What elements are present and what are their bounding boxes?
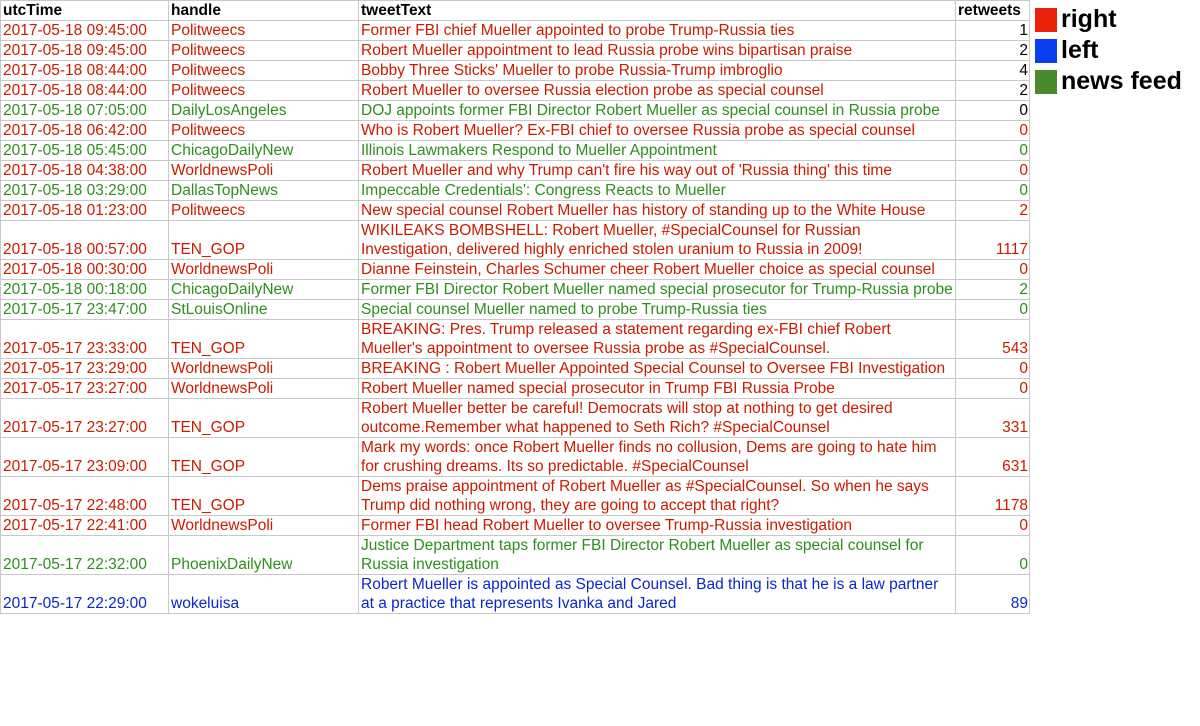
cell-retweets[interactable]: 2 [956,81,1030,101]
table-row [1,477,1030,516]
cell-tweettext[interactable]: Mark my words: once Robert Mueller finds no collusion, Dems are going to hate him for crushing dreams. Its so predictable. #SpecialCounsel [359,438,956,477]
cell-handle[interactable]: TEN_GOP [169,399,359,438]
table-row [1,21,1030,41]
table-row [1,141,1030,161]
table-row [1,260,1030,280]
cell-utctime[interactable]: 2017-05-17 23:09:00 [1,438,169,477]
table-row [1,379,1030,399]
cell-utctime[interactable]: 2017-05-17 23:27:00 [1,379,169,399]
cell-utctime[interactable]: 2017-05-18 04:38:00 [1,161,169,181]
cell-handle[interactable]: TEN_GOP [169,221,359,260]
cell-retweets[interactable]: 0 [956,536,1030,575]
table-row [1,81,1030,101]
cell-utctime[interactable]: 2017-05-17 23:29:00 [1,359,169,379]
legend-item-news-feed [1035,66,1182,97]
cell-retweets[interactable]: 89 [956,575,1030,614]
table-row [1,516,1030,536]
cell-utctime[interactable]: 2017-05-17 23:33:00 [1,320,169,359]
cell-utctime[interactable]: 2017-05-17 23:47:00 [1,300,169,320]
cell-retweets[interactable]: 0 [956,516,1030,536]
cell-utctime[interactable]: 2017-05-18 07:05:00 [1,101,169,121]
table-row [1,161,1030,181]
cell-tweettext[interactable]: Robert Mueller is appointed as Special Counsel. Bad thing is that he is a law partner at a practice that represents Ivanka and Jared [359,575,956,614]
cell-handle[interactable]: Politweecs [169,201,359,221]
legend-swatch-left [1035,39,1057,63]
legend-swatch-right [1035,8,1057,32]
cell-retweets[interactable]: 631 [956,438,1030,477]
cell-utctime[interactable]: 2017-05-17 22:48:00 [1,477,169,516]
table-row [1,221,1030,260]
cell-handle[interactable]: Politweecs [169,121,359,141]
cell-tweettext[interactable]: Who is Robert Mueller? Ex-FBI chief to oversee Russia probe as special counsel [359,121,956,141]
cell-tweettext[interactable]: WIKILEAKS BOMBSHELL: Robert Mueller, #SpecialCounsel for Russian Investigation, delivered highly enriched stolen uranium to Russia in 2009! [359,221,956,260]
table-row [1,280,1030,300]
cell-utctime[interactable]: 2017-05-18 03:29:00 [1,181,169,201]
cell-tweettext[interactable]: Robert Mueller named special prosecutor in Trump FBI Russia Probe [359,379,956,399]
cell-handle[interactable]: WorldnewsPoli [169,516,359,536]
cell-utctime[interactable]: 2017-05-17 22:41:00 [1,516,169,536]
legend-swatch-news-feed [1035,70,1057,94]
table-row [1,399,1030,438]
cell-utctime[interactable]: 2017-05-18 09:45:00 [1,41,169,61]
cell-handle[interactable]: Politweecs [169,61,359,81]
cell-utctime[interactable]: 2017-05-18 06:42:00 [1,121,169,141]
cell-handle[interactable]: DallasTopNews [169,181,359,201]
cell-handle[interactable]: PhoenixDailyNew [169,536,359,575]
cell-retweets[interactable]: 0 [956,359,1030,379]
cell-retweets[interactable]: 1178 [956,477,1030,516]
cell-retweets[interactable]: 0 [956,260,1030,280]
header-utctime[interactable]: utcTime [1,1,169,21]
legend-label-left: left [1061,36,1099,64]
cell-handle[interactable]: wokeluisa [169,575,359,614]
cell-retweets[interactable]: 0 [956,121,1030,141]
cell-utctime[interactable]: 2017-05-18 00:18:00 [1,280,169,300]
legend-label-right: right [1061,5,1117,33]
header-handle[interactable]: handle [169,1,359,21]
cell-utctime[interactable]: 2017-05-18 00:30:00 [1,260,169,280]
table-row [1,101,1030,121]
cell-retweets[interactable]: 543 [956,320,1030,359]
cell-handle[interactable]: ChicagoDailyNew [169,141,359,161]
cell-tweettext[interactable]: Robert Mueller better be careful! Democrats will stop at nothing to get desired outcome.Remember what happened to Seth Rich? #SpecialCounsel [359,399,956,438]
cell-handle[interactable]: WorldnewsPoli [169,161,359,181]
legend-item-right [1035,4,1182,35]
legend [1035,4,1182,97]
cell-handle[interactable]: Politweecs [169,81,359,101]
cell-tweettext[interactable]: New special counsel Robert Mueller has history of standing up to the White House [359,201,956,221]
cell-retweets[interactable]: 0 [956,161,1030,181]
cell-retweets[interactable]: 1117 [956,221,1030,260]
cell-retweets[interactable]: 1 [956,21,1030,41]
cell-utctime[interactable]: 2017-05-18 05:45:00 [1,141,169,161]
table-row [1,438,1030,477]
table-body [1,21,1030,614]
cell-tweettext[interactable]: DOJ appoints former FBI Director Robert Mueller as special counsel in Russia probe [359,101,956,121]
cell-utctime[interactable]: 2017-05-18 09:45:00 [1,21,169,41]
header-tweettext[interactable]: tweetText [359,1,956,21]
legend-label-news-feed: news feed [1061,67,1182,95]
cell-handle[interactable]: StLouisOnline [169,300,359,320]
cell-retweets[interactable]: 0 [956,300,1030,320]
cell-handle[interactable]: WorldnewsPoli [169,260,359,280]
header-row [1,1,1030,21]
cell-utctime[interactable]: 2017-05-18 08:44:00 [1,61,169,81]
cell-utctime[interactable]: 2017-05-18 00:57:00 [1,221,169,260]
cell-tweettext[interactable]: Robert Mueller to oversee Russia election probe as special counsel [359,81,956,101]
legend-item-left [1035,35,1182,66]
cell-retweets[interactable]: 2 [956,280,1030,300]
cell-utctime[interactable]: 2017-05-17 22:29:00 [1,575,169,614]
cell-tweettext[interactable]: Robert Mueller appointment to lead Russia probe wins bipartisan praise [359,41,956,61]
cell-handle[interactable]: Politweecs [169,41,359,61]
cell-tweettext[interactable]: Dems praise appointment of Robert Mueller as #SpecialCounsel. So when he says Trump did nothing wrong, they are going to accept that right? [359,477,956,516]
cell-tweettext[interactable]: Former FBI Director Robert Mueller named special prosecutor for Trump-Russia probe [359,280,956,300]
table-row [1,320,1030,359]
table-row [1,61,1030,81]
table-row [1,121,1030,141]
cell-tweettext[interactable]: BREAKING : Robert Mueller Appointed Special Counsel to Oversee FBI Investigation [359,359,956,379]
cell-handle[interactable]: WorldnewsPoli [169,379,359,399]
table-row [1,41,1030,61]
table-row [1,181,1030,201]
cell-utctime[interactable]: 2017-05-17 22:32:00 [1,536,169,575]
table-row [1,300,1030,320]
cell-handle[interactable]: TEN_GOP [169,438,359,477]
cell-retweets[interactable]: 0 [956,379,1030,399]
cell-retweets[interactable]: 2 [956,41,1030,61]
cell-utctime[interactable]: 2017-05-17 23:27:00 [1,399,169,438]
cell-retweets[interactable]: 0 [956,141,1030,161]
cell-utctime[interactable]: 2017-05-18 08:44:00 [1,81,169,101]
cell-tweettext[interactable]: Justice Department taps former FBI Director Robert Mueller as special counsel for Russia investigation [359,536,956,575]
header-retweets[interactable]: retweets [956,1,1030,21]
cell-tweettext[interactable]: Dianne Feinstein, Charles Schumer cheer Robert Mueller choice as special counsel [359,260,956,280]
cell-retweets[interactable]: 4 [956,61,1030,81]
cell-handle[interactable]: Politweecs [169,21,359,41]
table-row [1,359,1030,379]
table-row [1,536,1030,575]
cell-tweettext[interactable]: Former FBI head Robert Mueller to oversee Trump-Russia investigation [359,516,956,536]
cell-tweettext[interactable]: Former FBI chief Mueller appointed to probe Trump-Russia ties [359,21,956,41]
cell-retweets[interactable]: 0 [956,101,1030,121]
cell-handle[interactable]: TEN_GOP [169,477,359,516]
cell-handle[interactable]: TEN_GOP [169,320,359,359]
table-row [1,201,1030,221]
cell-tweettext[interactable]: Illinois Lawmakers Respond to Mueller Appointment [359,141,956,161]
cell-retweets[interactable]: 0 [956,181,1030,201]
cell-handle[interactable]: WorldnewsPoli [169,359,359,379]
cell-tweettext[interactable]: Impeccable Credentials': Congress Reacts to Mueller [359,181,956,201]
cell-utctime[interactable]: 2017-05-18 01:23:00 [1,201,169,221]
cell-handle[interactable]: ChicagoDailyNew [169,280,359,300]
cell-tweettext[interactable]: Special counsel Mueller named to probe Trump-Russia ties [359,300,956,320]
cell-tweettext[interactable]: Bobby Three Sticks' Mueller to probe Russia-Trump imbroglio [359,61,956,81]
cell-handle[interactable]: DailyLosAngeles [169,101,359,121]
table-row [1,575,1030,614]
cell-retweets[interactable]: 331 [956,399,1030,438]
cell-retweets[interactable]: 2 [956,201,1030,221]
cell-tweettext[interactable]: Robert Mueller and why Trump can't fire his way out of 'Russia thing' this time [359,161,956,181]
cell-tweettext[interactable]: BREAKING: Pres. Trump released a statement regarding ex-FBI chief Robert Mueller's appointment to oversee Russia probe as #SpecialCounsel. [359,320,956,359]
